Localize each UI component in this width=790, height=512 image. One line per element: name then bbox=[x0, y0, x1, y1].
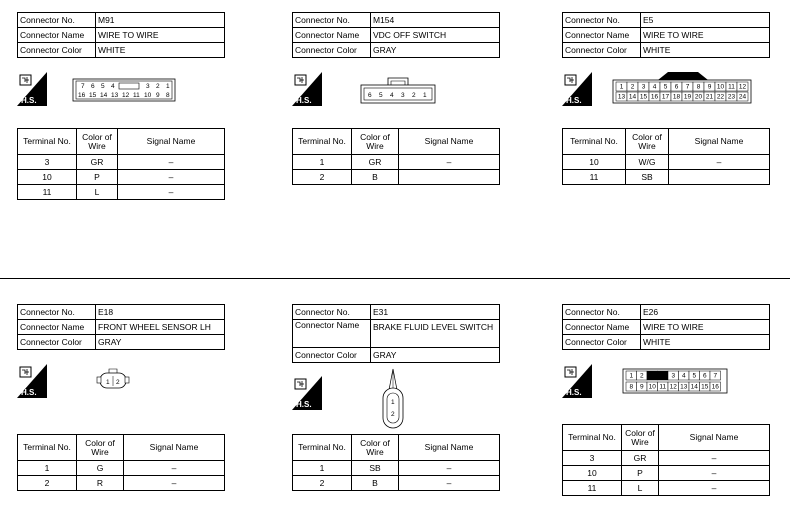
pin: 5 bbox=[663, 83, 668, 91]
terminal-block-e26 bbox=[562, 424, 770, 496]
connector-info-table: Connector No. E26 Connector Name WIRE TO WIRE Connector Color WHITE bbox=[562, 304, 770, 350]
terminal-table: Terminal No. Color of Wire Signal Name 1 GR – 2 B bbox=[292, 128, 500, 185]
pin: 2 bbox=[630, 83, 635, 91]
terminal-block-m154 bbox=[292, 128, 500, 185]
table-row: 11 SB bbox=[563, 170, 770, 185]
svg-text:H.S.: H.S. bbox=[566, 96, 582, 105]
pin: 13 bbox=[680, 383, 688, 391]
table-row: 1 SB – bbox=[293, 461, 500, 476]
pin: 19 bbox=[683, 93, 692, 101]
svg-text:H.S.: H.S. bbox=[296, 96, 312, 105]
pin: 16 bbox=[711, 383, 719, 391]
pin: 5 bbox=[692, 372, 697, 380]
pin: 6 bbox=[91, 83, 95, 90]
table-row: 2 B bbox=[293, 170, 500, 185]
table-row: 11 L – bbox=[18, 185, 225, 200]
pin: 24 bbox=[738, 93, 747, 101]
svg-text:5: 5 bbox=[379, 92, 383, 99]
pin: 3 bbox=[641, 83, 646, 91]
terminal-table bbox=[17, 128, 225, 200]
terminal-table: Terminal No. Color of Wire Signal Name 1 G – 2 R – bbox=[17, 434, 225, 491]
pin: 13 bbox=[617, 93, 626, 101]
hs-label: H.S. bbox=[21, 96, 37, 105]
connector-name-label: Connector Name bbox=[293, 28, 371, 43]
pin: 14 bbox=[100, 92, 108, 99]
pin: 8 bbox=[696, 83, 701, 91]
connector-block-e18 bbox=[17, 304, 225, 350]
svg-text:H.S.: H.S. bbox=[566, 388, 582, 397]
connector-block-e26 bbox=[562, 304, 770, 350]
pin: 2 bbox=[156, 83, 160, 90]
harness-side-icon bbox=[17, 72, 47, 106]
connector-face-m154 bbox=[360, 76, 436, 106]
connector-face-e18 bbox=[96, 368, 130, 390]
pin: 16 bbox=[650, 93, 659, 101]
pin: 7 bbox=[81, 83, 85, 90]
table-row: 2 R – bbox=[18, 476, 225, 491]
pin: 7 bbox=[685, 83, 690, 91]
connector-block-e5 bbox=[562, 12, 770, 58]
pin: 16 bbox=[78, 92, 86, 99]
terminal-table: Terminal No. Color of Wire Signal Name 3 GR – 10 P – 11 L – bbox=[562, 424, 770, 496]
connector-no-value: M91 bbox=[96, 13, 225, 28]
pin: 1 bbox=[619, 83, 624, 91]
pin: 15 bbox=[701, 383, 709, 391]
connector-no-label: Connector No. bbox=[293, 13, 371, 28]
harness-side-icon bbox=[292, 72, 322, 106]
table-row: 11 L – bbox=[563, 481, 770, 496]
svg-text:1: 1 bbox=[391, 399, 395, 406]
pin: 4 bbox=[681, 372, 686, 380]
terminal-block-e18 bbox=[17, 434, 225, 491]
pin: 4 bbox=[111, 83, 115, 90]
pin: 8 bbox=[629, 383, 634, 391]
color-of-wire-header: Color of Wire bbox=[77, 129, 118, 155]
svg-text:H.S.: H.S. bbox=[296, 400, 312, 409]
svg-text:3: 3 bbox=[401, 92, 405, 99]
pin: 9 bbox=[707, 83, 712, 91]
pin: 8 bbox=[166, 92, 170, 99]
connector-info-table: Connector No. E18 Connector Name FRONT WHEEL SENSOR LH Connector Color GRAY bbox=[17, 304, 225, 350]
connector-color-value: WHITE bbox=[96, 43, 225, 58]
pin: 6 bbox=[674, 83, 679, 91]
connector-color-value: GRAY bbox=[371, 43, 500, 58]
svg-text:2: 2 bbox=[391, 411, 395, 418]
harness-side-icon bbox=[562, 72, 592, 106]
table-row: 2 B – bbox=[293, 476, 500, 491]
pin: 3 bbox=[671, 372, 676, 380]
pin: 10 bbox=[648, 383, 656, 391]
svg-text:1: 1 bbox=[423, 92, 427, 99]
pin: 22 bbox=[716, 93, 725, 101]
pin: 20 bbox=[694, 93, 703, 101]
connector-color-label: Connector Color bbox=[18, 43, 96, 58]
connector-name-label: Connector Name bbox=[18, 28, 96, 43]
connector-name-value: VDC OFF SWITCH bbox=[371, 28, 500, 43]
connector-block-e31 bbox=[292, 304, 500, 363]
terminal-table: Terminal No. Color of Wire Signal Name 10 W/G – 11 SB bbox=[562, 128, 770, 185]
connector-info-table: Connector No. E5 Connector Name WIRE TO WIRE Connector Color WHITE bbox=[562, 12, 770, 58]
svg-text:2: 2 bbox=[412, 92, 416, 99]
table-row: 10 P – bbox=[18, 170, 225, 185]
pin: 3 bbox=[146, 83, 150, 90]
svg-text:2: 2 bbox=[116, 379, 120, 386]
table-row: 1 GR – bbox=[293, 155, 500, 170]
connector-info-table bbox=[292, 12, 500, 58]
pin: 7 bbox=[713, 372, 718, 380]
table-row: 3 GR – bbox=[563, 451, 770, 466]
connector-block-m91 bbox=[17, 12, 225, 58]
pin: 15 bbox=[639, 93, 648, 101]
connector-face-e26 bbox=[622, 368, 728, 394]
svg-text:4: 4 bbox=[390, 92, 394, 99]
connector-name-value: WIRE TO WIRE bbox=[96, 28, 225, 43]
pin: 11 bbox=[133, 92, 140, 99]
svg-text:6: 6 bbox=[368, 92, 372, 99]
connector-no-value: M154 bbox=[371, 13, 500, 28]
section-divider bbox=[0, 278, 790, 279]
harness-side-icon bbox=[562, 364, 592, 398]
harness-side-icon bbox=[292, 376, 322, 410]
pin: 14 bbox=[690, 383, 698, 391]
table-row: 3 GR – bbox=[18, 155, 225, 170]
table-row: 10 W/G – bbox=[563, 155, 770, 170]
pin: 13 bbox=[111, 92, 119, 99]
terminal-table: Terminal No. Color of Wire Signal Name 1 SB – 2 B – bbox=[292, 434, 500, 491]
harness-side-icon bbox=[17, 364, 47, 398]
pin: 15 bbox=[89, 92, 97, 99]
pin: 10 bbox=[144, 92, 152, 99]
connector-color-label: Connector Color bbox=[293, 43, 371, 58]
connector-face-m91 bbox=[72, 78, 176, 102]
connector-face-e5 bbox=[612, 66, 752, 104]
pin: 23 bbox=[727, 93, 736, 101]
pin: 6 bbox=[702, 372, 707, 380]
pin: 11 bbox=[659, 383, 667, 391]
pin: 2 bbox=[639, 372, 644, 380]
pin: 11 bbox=[728, 83, 735, 91]
table-row: 10 P – bbox=[563, 466, 770, 481]
table-row: 1 G – bbox=[18, 461, 225, 476]
connector-info-table bbox=[17, 12, 225, 58]
pin: 18 bbox=[672, 93, 681, 101]
connector-face-e31 bbox=[380, 368, 406, 430]
pin: 9 bbox=[639, 383, 644, 391]
terminal-block-e5 bbox=[562, 128, 770, 185]
signal-name-header: Signal Name bbox=[118, 129, 225, 155]
pin: 1 bbox=[166, 83, 170, 90]
pin: 12 bbox=[669, 383, 677, 391]
terminal-no-header: Terminal No. bbox=[18, 129, 77, 155]
pin: 9 bbox=[156, 92, 160, 99]
svg-text:H.S.: H.S. bbox=[21, 388, 37, 397]
pin: 12 bbox=[122, 92, 130, 99]
pin: 10 bbox=[716, 83, 725, 91]
connector-info-table: Connector No. E31 Connector Name BRAKE FLUID LEVEL SWITCH Connector Color GRAY bbox=[292, 304, 500, 363]
pin: 12 bbox=[738, 83, 747, 91]
terminal-block-m91 bbox=[17, 128, 225, 200]
svg-text:1: 1 bbox=[106, 379, 110, 386]
pin: 21 bbox=[705, 93, 714, 101]
connector-block-m154 bbox=[292, 12, 500, 58]
pin: 4 bbox=[652, 83, 657, 91]
connector-no-label: Connector No. bbox=[18, 13, 96, 28]
pin: 5 bbox=[101, 83, 105, 90]
pin: 14 bbox=[628, 93, 637, 101]
pin: 1 bbox=[629, 372, 634, 380]
pin: 17 bbox=[661, 93, 670, 101]
terminal-block-e31 bbox=[292, 434, 500, 491]
